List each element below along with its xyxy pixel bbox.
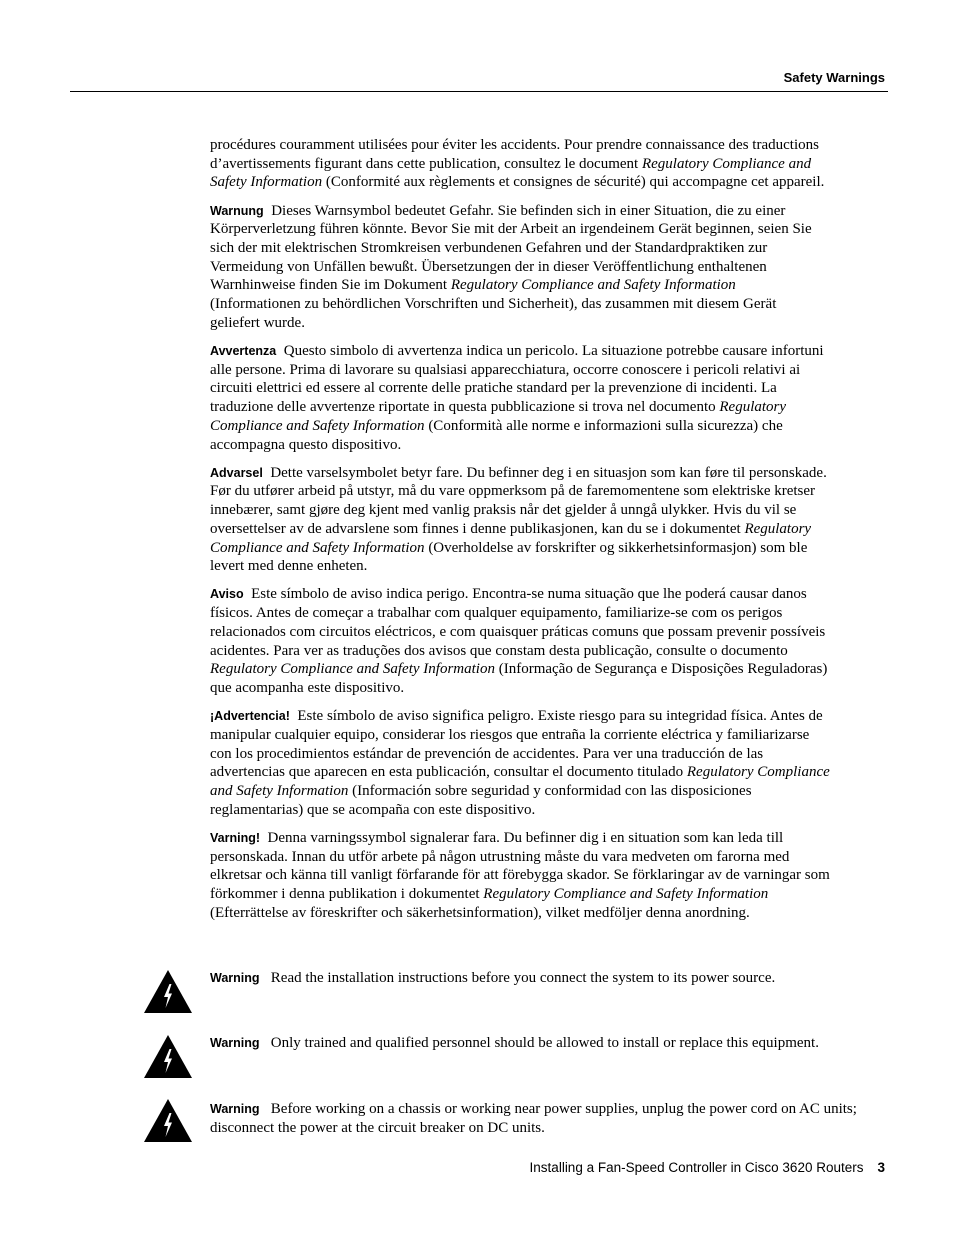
paragraph-text: Este símbolo de aviso significa peligro. Existe riesgo para su integridad física. Antes de manipular cualquier equipo, considerar los riesgos que entraña la corriente eléctrica y familiarizarse con los procedimientos estándar de prevención de accidentes. Para ver una traducción de las advertencias que aparecen en esta publicación, consultar el documento titulado bbox=[210, 708, 823, 781]
paragraph-swedish-warning bbox=[210, 829, 830, 923]
warning-block-2 bbox=[210, 1034, 890, 1053]
warning-label: Warning bbox=[210, 1102, 260, 1116]
paragraph-text: Dette varselsymbolet betyr fare. Du befinner deg i en situasjon som kan føre til personskade. Før du utfører arbeid på utstyr, må du vare oppmerksom på de faremomentene som elektriske kretser innebærer, samt gjøre deg kjent med vanlig praksis når det gjelder å unngå ulykker. Hvis du vil se oversettelser av de advarslene som finnes i denne publikasjonen, kan du se i dokumentet bbox=[210, 464, 827, 537]
paragraph-german-warning bbox=[210, 202, 830, 333]
warning-block-1 bbox=[210, 969, 890, 988]
paragraph-text: (Conformità alle norme e informazioni sulla sicurezza) che accompagna questo dispositivo. bbox=[210, 417, 783, 453]
warning-label: Warnung bbox=[210, 203, 264, 218]
paragraph-text: (Conformité aux règlements et consignes de sécurité) qui accompagne cet appareil. bbox=[322, 174, 825, 191]
electrical-hazard-icon bbox=[144, 1099, 192, 1142]
warning-text: Before working on a chassis or working near power supplies, unplug the power cord on AC units; disconnect the power at the circuit breaker on DC units. bbox=[210, 1101, 857, 1136]
warning-label: Warning bbox=[210, 1036, 260, 1050]
warning-text: Only trained and qualified personnel should be allowed to install or replace this equipment. bbox=[270, 1035, 819, 1051]
document-reference: Regulatory Compliance and Safety Information bbox=[210, 155, 812, 191]
warning-label: Warning bbox=[210, 971, 260, 985]
page-header-title: Safety Warnings bbox=[783, 70, 885, 85]
paragraph-norwegian-warning bbox=[210, 464, 830, 576]
paragraph-text: Denna varningssymbol signalerar fara. Du befinner dig i en situation som kan leda till personskada. Innan du utför arbete på någon utrustning måste du vara medveten om farorna med elkretsar och känna till vanligt förfarande för att förebygga skador. Se förklaringar av de varningar som förkommer i denna publikation i dokumentet bbox=[210, 829, 830, 903]
translations-body bbox=[210, 136, 830, 932]
warning-label: Varning! bbox=[210, 830, 261, 845]
paragraph-text: Dieses Warnsymbol bedeutet Gefahr. Sie befinden sich in einer Situation, die zu einer Körperverletzung führen könnte. Bevor Sie mit der Arbeit an irgendeinem Gerät beginnen, seien Sie sich der mit elektrischen Stromkreisen verbundenen Gefahren und der Standardpraktiken zur Vermeidung von Unfällen bewußt. Übersetzungen der in dieser Veröffentlichung enthaltenen Warnhinweise finden Sie im Dokument bbox=[210, 202, 812, 294]
header-rule bbox=[70, 91, 888, 92]
warning-label: Aviso bbox=[210, 587, 244, 602]
paragraph-portuguese-warning bbox=[210, 585, 830, 697]
paragraph-text: (Informationen zu behördlichen Vorschriften und Sicherheit), das zusammen mit diesem Gerät geliefert wurde. bbox=[210, 296, 777, 331]
paragraph-french-continuation bbox=[210, 136, 830, 192]
warning-label: Avvertenza bbox=[210, 344, 277, 359]
paragraph-text: Questo simbolo di avvertenza indica un pericolo. La situazione potrebbe causare infortuni alle persone. Prima di lavorare su qualsiasi apparecchiatura, occorre conoscere i pericoli relativi ai circuiti elettrici ed essere al corrente delle pratiche standard per la prevenzione di incidenti. La traduzione delle avvertenze riportate in questa pubblicazione si trova nel documento bbox=[210, 343, 824, 416]
paragraph-italian-warning bbox=[210, 342, 830, 454]
footer-document-title: Installing a Fan-Speed Controller in Cisco 3620 Routers bbox=[529, 1160, 864, 1175]
paragraph-text: (Efterrättelse av föreskrifter och säkerhetsinformation), vilket medföljer denna anordning. bbox=[210, 904, 750, 921]
paragraph-spanish-warning bbox=[210, 707, 830, 819]
page-number: 3 bbox=[877, 1160, 885, 1175]
document-reference: Regulatory Compliance and Safety Information bbox=[210, 661, 495, 678]
warning-label: ¡Advertencia! bbox=[210, 709, 290, 724]
warning-text: Read the installation instructions before you connect the system to its power source. bbox=[270, 970, 776, 986]
paragraph-text: (Informação de Segurança e Disposições Reguladoras) que acompanha este dispositivo. bbox=[210, 661, 828, 696]
paragraph-text: Este símbolo de aviso indica perigo. Encontra-se numa situação que lhe poderá causar danos físicos. Antes de começar a trabalhar com qualquer equipamento, familiarize-se com os perigos relacionados com circuitos eléctricos, e com quaisquer práticas comuns que possam prevenir possíveis acidentes. Para ver as traduções dos avisos que constam desta publicação, consulte o documento bbox=[210, 586, 826, 659]
electrical-hazard-icon bbox=[144, 970, 192, 1013]
document-reference: Regulatory Compliance and Safety Information bbox=[210, 520, 812, 556]
paragraph-text: procédures couramment utilisées pour éviter les accidents. Pour prendre connaissance des traductions d’avertissements figurant dans cette publication, consultez le document bbox=[210, 137, 819, 172]
warning-label: Advarsel bbox=[210, 465, 263, 480]
electrical-hazard-icon bbox=[144, 1035, 192, 1078]
warning-block-3 bbox=[210, 1100, 890, 1137]
document-reference: Regulatory Compliance and Safety Information bbox=[450, 277, 736, 294]
document-reference: Regulatory Compliance and Safety Information bbox=[483, 886, 769, 903]
paragraph-text: (Overholdelse av forskrifter og sikkerhetsinformasjon) som ble levert med denne enheten. bbox=[210, 539, 808, 575]
page-footer bbox=[530, 1160, 885, 1175]
paragraph-text: (Información sobre seguridad y conformidad con las disposiciones reglamentarias) que se acompaña con este dispositivo. bbox=[210, 783, 752, 818]
document-reference: Regulatory Compliance and Safety Information bbox=[210, 764, 830, 799]
document-reference: Regulatory Compliance and Safety Information bbox=[210, 399, 787, 434]
